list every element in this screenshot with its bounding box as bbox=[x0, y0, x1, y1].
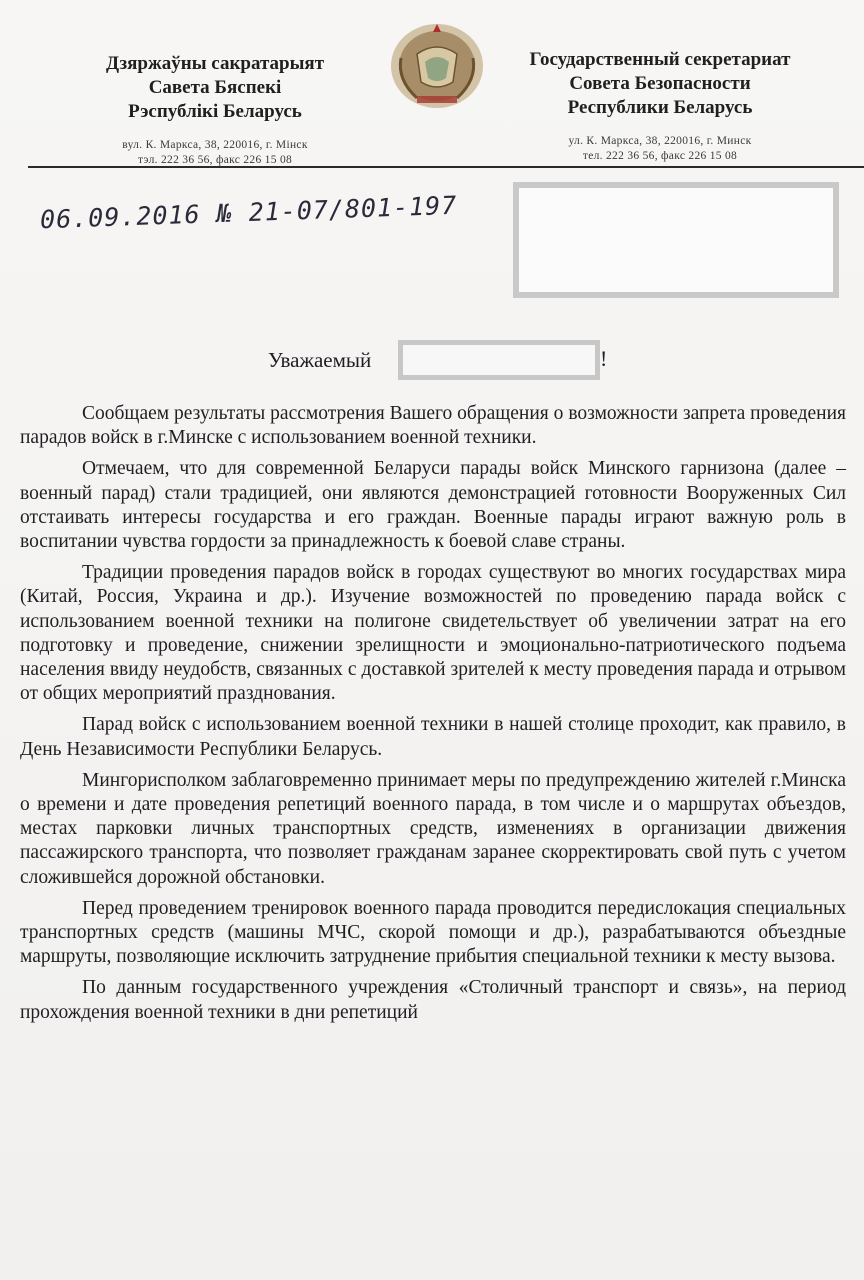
org-name-line: Совета Безопасности bbox=[569, 73, 751, 94]
state-emblem-icon bbox=[387, 18, 487, 110]
org-name-line: Рэспублікі Беларусь bbox=[128, 101, 302, 122]
org-name-line: Савета Бяспекі bbox=[148, 77, 282, 98]
redacted-recipient-address bbox=[513, 182, 839, 298]
phone-line: тел. 222 36 56, факс 226 15 08 bbox=[582, 150, 738, 162]
letterhead-belarusian bbox=[60, 52, 370, 168]
org-name-line: Государственный секретариат bbox=[529, 49, 791, 70]
org-address bbox=[495, 134, 825, 164]
body-paragraph: По данным государственного учреждения «Столичный транспорт и связь», на период прохождения военной техники в дни репетиций bbox=[20, 977, 846, 1023]
letterhead-russian bbox=[495, 48, 825, 164]
body-paragraph: Отмечаем, что для современной Беларуси парады войск Минского гарнизона (далее – военный парад) стали традицией, они являются демонстрацией готовности Вооруженных Сил отстаивать интересы государства и его граждан. Военные парады играют важную роль в воспитании чувства гордости за принадлежность к боевой славе страны. bbox=[20, 458, 846, 553]
body-paragraph: Сообщаем результаты рассмотрения Вашего обращения о возможности запрета проведения парадов войск в г.Минске с использованием военной техники. bbox=[20, 403, 846, 449]
body-paragraph: Традиции проведения парадов войск в городах существуют во многих государствах мира (Китай, Россия, Украина и др.). Изучение возможностей по проведению парада войск с использованием военной техники на полигоне свидетельствует об увеличении затрат на его подготовку и проведение, снижении зрелищности и эмоционально-патриотического подъема населения ввиду неудобств, связанных с доставкой зрителей к месту проведения парада и отрывом от общих мероприятий празднования. bbox=[20, 562, 846, 705]
org-address bbox=[60, 138, 370, 168]
phone-line: тэл. 222 36 56, факс 226 15 08 bbox=[137, 154, 293, 166]
org-name-line: Дзяржаўны сакратарыят bbox=[105, 53, 325, 74]
org-name-line: Республики Беларусь bbox=[567, 97, 753, 118]
address-line: ул. К. Маркса, 38, 220016, г. Минск bbox=[568, 135, 752, 147]
salutation: Уважаемый bbox=[268, 348, 372, 372]
letter-body bbox=[20, 402, 846, 1032]
handwritten-document-number: 06.09.2016 № 21-07/801-197 bbox=[39, 190, 458, 235]
body-paragraph: Перед проведением тренировок военного парада проводится передислокация специальных транспортных средств (машины МЧС, скорой помощи и др.), разрабатываются объездные маршруты, позволяющие исключить затруднение прибытия специальной техники к месту вызова. bbox=[20, 897, 846, 968]
body-paragraph: Парад войск с использованием военной техники в нашей столице проходит, как правило, в День Независимости Республики Беларусь. bbox=[20, 714, 846, 760]
letterhead-divider bbox=[28, 166, 864, 168]
salutation-exclamation: ! bbox=[600, 346, 608, 371]
redacted-recipient-name bbox=[398, 340, 600, 380]
address-line: вул. К. Маркса, 38, 220016, г. Мінск bbox=[122, 139, 308, 151]
body-paragraph: Мингорисполком заблаговременно принимает меры по предупреждению жителей г.Минска о времени и дате проведения репетиций военного парада, в том числе и о маршрутах объездов, местах парковки личных транспортных средств, изменениях в организации движения пассажирского транспорта, что позволяет гражданам заранее скорректировать свой путь с учетом сложившейся дорожной обстановки. bbox=[20, 769, 846, 888]
